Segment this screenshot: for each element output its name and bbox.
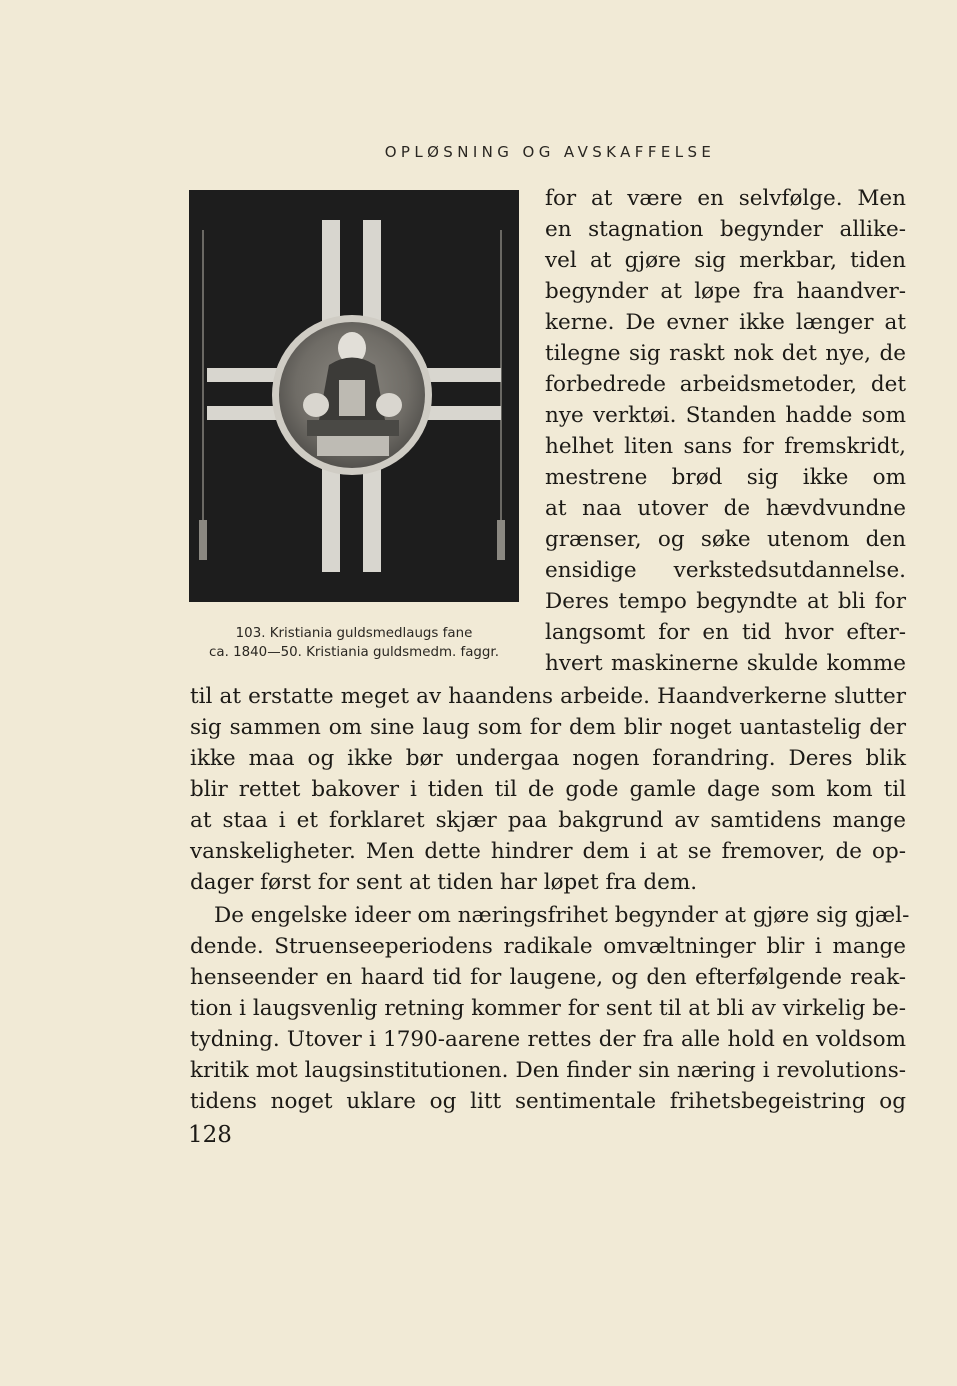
text-line: dager først for sent at tiden har løpet fra dem. [190, 870, 698, 895]
text-line: at staa i et forklaret skjær paa bakgrund av samtidens mange [190, 808, 906, 833]
text-line: blir rettet bakover i tiden til de gode gamle dage som kom til [190, 777, 906, 802]
text-line: for at være en selvfølge. Men [545, 186, 906, 211]
text-line: mestrene brød sig ikke om [545, 465, 906, 490]
text-line: at naa utover de hævdvundne [545, 496, 906, 521]
caption-line: 103. Kristiania guldsmedlaugs fane [235, 626, 473, 641]
text-line: dende. Struenseeperiodens radikale omvæltninger blir i mange [190, 934, 906, 959]
text-line: kritik mot laugsinstitutionen. Den finder sin næring i revolutions- [190, 1058, 906, 1083]
text-line: nye verktøi. Standen hadde som [545, 403, 906, 428]
text-line: Deres tempo begyndte at bli for [545, 589, 906, 614]
text-line: en stagnation begynder allike- [545, 217, 906, 242]
paragraph1-narrow-column [545, 183, 906, 679]
text-line: tidens noget uklare og litt sentimentale frihetsbegeistring og [190, 1089, 906, 1114]
figure-guild-banner [189, 190, 519, 602]
running-head: OPLØSNING OG AVSKAFFELSE [384, 143, 716, 161]
text-line: tion i laugsvenlig retning kommer for sent til at bli av virkelig be- [190, 996, 906, 1021]
text-line: forbedrede arbeidsmetoder, det [545, 372, 906, 397]
text-line: til at erstatte meget av haandens arbeide. Haandverkerne slutter [190, 684, 906, 709]
paragraph2 [190, 900, 910, 1117]
text-line: sig sammen om sine laug som for dem blir noget uantastelig der [190, 715, 906, 740]
text-line: henseender en haard tid for laugene, og den efterfølgende reak- [190, 965, 906, 990]
text-line: tilegne sig raskt nok det nye, de [545, 341, 906, 366]
text-line: langsomt for en tid hvor efter- [545, 620, 906, 645]
text-line: hvert maskinerne skulde komme [545, 651, 906, 676]
guild-banner-photo-icon [189, 190, 519, 602]
text-line: De engelske ideer om næringsfrihet begynder at gjøre sig gjæl- [214, 903, 910, 928]
text-line: helhet liten sans for fremskridt, [545, 434, 906, 459]
text-line: begynder at løpe fra haandver- [545, 279, 906, 304]
text-line: tydning. Utover i 1790-aarene rettes der fra alle hold en voldsom [190, 1027, 906, 1052]
caption-line: ca. 1840—50. Kristiania guldsmedm. faggr. [209, 645, 499, 660]
text-line: vel at gjøre sig merkbar, tiden [545, 248, 906, 273]
text-line: grænser, og søke utenom den [545, 527, 906, 552]
text-line: vanskeligheter. Men dette hindrer dem i at se fremover, de op- [190, 839, 906, 864]
text-line: kerne. De evner ikke længer at [545, 310, 906, 335]
text-line: ikke maa og ikke bør undergaa nogen forandring. Deres blik [190, 746, 906, 771]
page-number: 128 [188, 1122, 232, 1148]
paragraph1-wide-column [190, 681, 906, 898]
figure-caption [186, 624, 522, 662]
text-line: ensidige verkstedsutdannelse. [545, 558, 906, 583]
